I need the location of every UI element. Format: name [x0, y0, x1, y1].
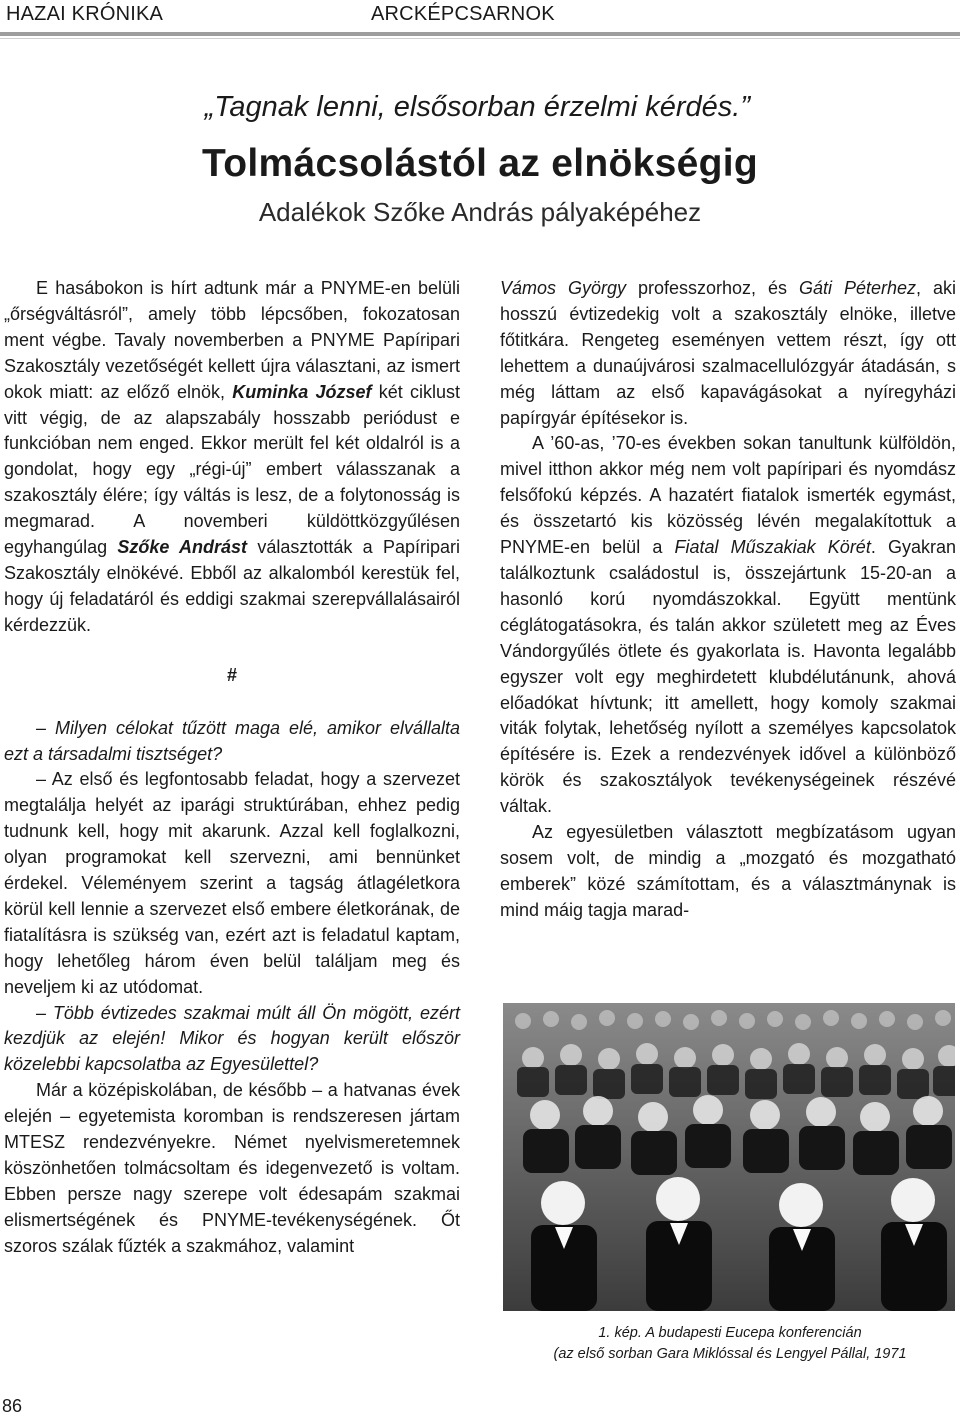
article-column-right: [500, 276, 956, 924]
page-number: 86: [2, 1396, 23, 1416]
article-subtitle: Adalékok Szőke András pályaképéhez: [258, 197, 702, 227]
header-divider: [0, 32, 960, 36]
right-text-2b: . Gyakran találkoztunk családostul is, összejártunk 15-20-an a hasonló korú nyomdászokkal. Együtt mentünk céglátogatásokra, és talán akkor született meg az Éves Vándorgyűlés ötlete és gyakorlata is. Havonta legalább egyszer volt egy meghirdetett klubdélutánunk, ahová előadókat hívtunk; itt amellett, hogy komoly szakmai viták folytak, lehetőség nyílott a személyes kapcsolatok építésére is. Ezek a rendezvények idővel a különböző körök és szakosztályok tevékenységeinek részévé váltak.: [500, 537, 956, 817]
photo-caption-line-1: 1. kép. A budapesti Eucepa konferencián: [598, 1325, 862, 1341]
conference-photo: [503, 1003, 955, 1311]
person-name-gati: Gáti Péterhez: [798, 278, 917, 298]
person-name-szoke: Szőke Andrást: [117, 537, 248, 558]
article-column-left: [4, 276, 460, 1260]
header-divider-thin: [0, 38, 960, 39]
section-label-left: HAZAI KRÓNIKA: [6, 3, 164, 25]
circle-name: Fiatal Műszakiak Körét: [674, 537, 871, 558]
section-separator: #: [226, 664, 237, 685]
right-paragraph-3: Az egyesületben választott megbízatásom ugyan sosem volt, de mindig a „mozgató és mozgatható emberek” közé számítottam, és a választmánynak is mind máig tagja marad-: [500, 822, 956, 920]
section-label-right: ARCKÉPCSARNOK: [371, 3, 555, 25]
intro-text-1: E hasábokon is hírt adtunk már a PNYME-en belüli „őrségváltásról”, amely több lépcsőben, fokozatosan ment végbe. Tavaly novemberben a PNYME Papíripari Szakosztály vezetőségét kellett újra választani, az ismert okok miatt: az előző elnök,: [4, 278, 460, 402]
right-text-2a: A ’60-as, ’70-es években sokan tanultunk külföldön, mivel itthon akkor még nem volt papíripari és nyomdász felsőfokú képzés. A hazatért fiatalok ismerték egymást, és összetartó kis közösség lévén megalakítottuk a PNYME-en belül a: [500, 433, 956, 558]
page-header: [0, 0, 960, 34]
intro-paragraph: [4, 276, 460, 639]
answer-1: – Az első és legfontosabb feladat, hogy a szervezet megtalálja helyét az iparági struktúrában, ehhez pedig tudnunk kell, hogy mit akarunk. Azzal kell foglalkozni, olyan programokat kell szervezni, ami bennünket érdekel. Véleményem szerint a tagság átlagéletkora körül kell lennie a szervezet első embere életkorának, de fiatalításra is szükség van, ezért azt is feladatul kaptam, hogy lehetőleg három éven belül találjam meg és neveljem ki az utódomat.: [4, 769, 460, 997]
right-text-1a: professzorhoz, és: [626, 278, 799, 298]
photo-caption: [500, 1323, 960, 1365]
intro-text-2: két ciklust vitt végig, de az alapszabály hosszabb periódust e funkcióban nem enged. Ekkor merült fel két oldalról is a gondolat, hogy egy „régi-új” embert válasszanak a szakosztály élére; így váltás is lesz, de a folytonosság is megmarad. A novemberi küldöttközgyűlésen egyhangúlag: [4, 381, 460, 558]
person-name-vamos: Vámos György: [500, 278, 627, 298]
article-quote: „Tagnak lenni, elsősorban érzelmi kérdés.”: [204, 91, 750, 123]
right-paragraph-2: [500, 431, 956, 820]
question-2: – Több évtizedes szakmai múlt áll Ön mögött, ezért kezdjük az elején! Mikor és hogyan került először közelebbi kapcsolatba az Egyesülettel?: [4, 1002, 460, 1075]
question-1: – Milyen célokat tűzött maga elé, amikor elvállalta ezt a társadalmi tisztséget?: [4, 717, 460, 764]
right-text-1b: , aki hosszú évtizedekig volt a szakosztály elnöke, illetve főtitkára. Rengeteg eseményen vettem részt, így ott lehettem a dunaújvárosi szalmacellulózgyár átadásán, s még láttam az első kapavágásokat a nyíregyházi papírgyár építésekor is.: [500, 278, 956, 428]
article-title: Tolmácsolástól az elnökségig: [202, 142, 758, 185]
photo-caption-line-2: (az első sorban Gara Miklóssal és Lengyel Pállal, 1971: [553, 1346, 907, 1362]
answer-2: Már a középiskolában, de később – a hatvanas évek elején – egyetemista koromban is rendszeresen jártam MTESZ rendezvényekre. Német nyelvismeretemnek köszönhetően tolmácsoltam és idegenvezető is voltam. Ebben persze nagy szerepe volt édesapám szakmai elismertségének és PNYME-tevékenységének. Őt szoros szálak fűzték a szakmához, valamint: [4, 1080, 460, 1256]
crowd-photo-illustration: [503, 1003, 955, 1311]
right-paragraph-1: [500, 276, 956, 431]
intro-text-3: választották a Papíripari Szakosztály elnökévé. Ebből az alkalomból kerestük fel, hogy új feladatáról és eddigi szakmai szerepvállalásairól kérdezzük.: [4, 537, 460, 635]
person-name-kuminka: Kuminka József: [232, 381, 372, 402]
